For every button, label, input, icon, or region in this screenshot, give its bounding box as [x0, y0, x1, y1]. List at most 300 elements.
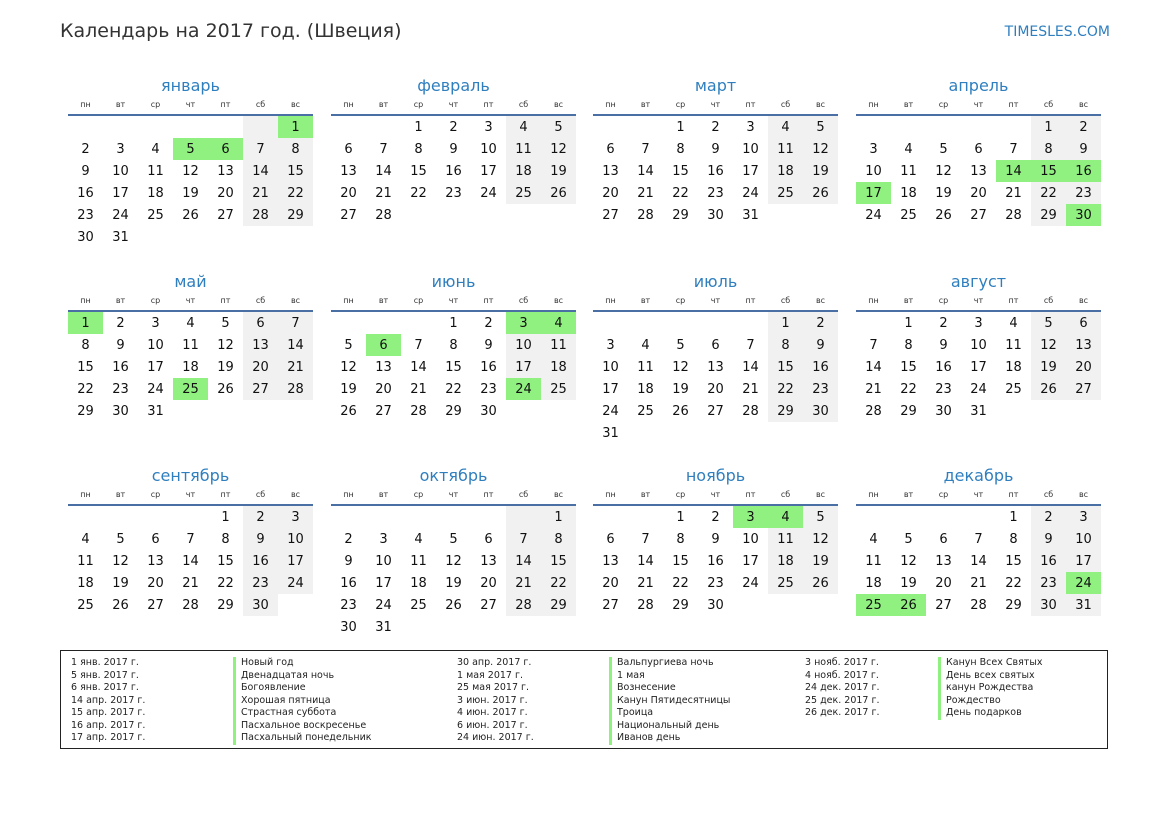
empty-cell	[803, 204, 838, 226]
weekday-label: пт	[745, 100, 756, 109]
month-name: август	[950, 272, 1007, 291]
day-cell: 21	[970, 575, 987, 591]
day-cell: 21	[1005, 185, 1022, 201]
weekday-label: пн	[80, 100, 91, 109]
month-block	[331, 73, 576, 226]
holiday-name: Троица	[609, 707, 730, 720]
holiday-day-cell: 14	[996, 160, 1031, 182]
weekday-label: чт	[710, 100, 721, 109]
weekday-label: вс	[553, 490, 564, 499]
empty-cell	[733, 594, 768, 616]
day-cell: 20	[1066, 356, 1101, 378]
day-cell: 11	[506, 138, 541, 160]
day-cell: 7	[746, 337, 755, 353]
day-cell: 29	[672, 597, 689, 613]
day-cell: 12	[803, 138, 838, 160]
holiday-date: 5 янв. 2017 г.	[71, 669, 139, 681]
day-cell: 10	[506, 334, 541, 356]
weekday-label: ср	[675, 100, 686, 109]
day-cell: 8	[221, 531, 230, 547]
day-cell: 10	[602, 359, 619, 375]
day-cell: 22	[217, 575, 234, 591]
day-cell: 31	[742, 207, 759, 223]
day-cell: 16	[707, 163, 724, 179]
day-cell: 16	[340, 575, 357, 591]
day-cell: 14	[243, 160, 278, 182]
empty-cell	[208, 400, 243, 422]
day-cell: 1	[676, 509, 685, 525]
empty-cell	[926, 116, 961, 138]
day-cell: 27	[480, 597, 497, 613]
day-cell: 21	[278, 356, 313, 378]
day-cell: 28	[278, 378, 313, 400]
day-cell: 28	[637, 207, 654, 223]
holiday-date: 3 нояб. 2017 г.	[805, 657, 879, 668]
day-cell: 9	[1031, 528, 1066, 550]
day-cell: 15	[77, 359, 94, 375]
weekday-label: вс	[553, 100, 564, 109]
day-cell: 6	[344, 141, 353, 157]
holiday-day-cell: 25	[173, 378, 208, 400]
weekday-label: пт	[483, 296, 494, 305]
day-cell: 22	[445, 381, 462, 397]
day-cell: 20	[602, 575, 619, 591]
day-cell: 1	[676, 119, 685, 135]
day-cell: 30	[480, 403, 497, 419]
month-name: июнь	[431, 272, 476, 291]
day-cell: 20	[480, 575, 497, 591]
weekday-label: вс	[553, 296, 564, 305]
holiday-date: 4 нояб. 2017 г.	[805, 669, 879, 681]
holiday-day-cell: 5	[173, 138, 208, 160]
days-grid	[856, 506, 1101, 616]
weekday-label: пн	[868, 490, 879, 499]
days-grid	[68, 312, 313, 422]
weekday-label: ср	[675, 490, 686, 499]
empty-cell	[331, 116, 366, 138]
day-cell: 10	[970, 337, 987, 353]
day-cell: 2	[344, 531, 353, 547]
weekday-label: сб	[518, 296, 529, 305]
weekday-label: вт	[903, 100, 914, 109]
weekday-label: вс	[290, 296, 301, 305]
empty-cell	[173, 226, 208, 248]
day-cell: 15	[1005, 553, 1022, 569]
day-cell: 24	[865, 207, 882, 223]
empty-cell	[768, 594, 803, 616]
month-name: апрель	[948, 76, 1009, 95]
empty-cell	[173, 116, 208, 138]
holiday-day-cell: 25	[856, 594, 891, 616]
weekday-label: чт	[448, 490, 459, 499]
holiday-name: Рождество	[938, 695, 1042, 708]
weekday-label: вт	[640, 490, 651, 499]
day-cell: 4	[186, 315, 195, 331]
day-cell: 18	[77, 575, 94, 591]
day-cell: 14	[865, 359, 882, 375]
month-name: февраль	[417, 76, 490, 95]
day-cell: 15	[217, 553, 234, 569]
day-cell: 2	[1031, 506, 1066, 528]
empty-cell	[768, 422, 803, 444]
day-cell: 7	[186, 531, 195, 547]
empty-cell	[68, 116, 103, 138]
day-cell: 12	[900, 553, 917, 569]
day-cell: 22	[900, 381, 917, 397]
day-cell: 30	[707, 597, 724, 613]
day-cell: 4	[81, 531, 90, 547]
holiday-date: 15 апр. 2017 г.	[71, 707, 146, 718]
day-cell: 8	[676, 531, 685, 547]
holiday-date: 1 мая 2017 г.	[457, 669, 523, 681]
day-cell: 19	[112, 575, 129, 591]
day-cell: 26	[803, 572, 838, 594]
month-block	[856, 463, 1101, 616]
day-cell: 10	[147, 337, 164, 353]
weekday-label: ср	[413, 100, 424, 109]
weekday-label: вт	[115, 490, 126, 499]
day-cell: 9	[449, 141, 458, 157]
day-cell: 6	[606, 531, 615, 547]
holiday-names-column	[938, 657, 1042, 720]
empty-cell	[103, 506, 138, 528]
empty-cell	[471, 204, 506, 226]
weekday-label: чт	[185, 296, 196, 305]
day-cell: 2	[81, 141, 90, 157]
holiday-names-column	[233, 657, 372, 745]
day-cell: 5	[676, 337, 685, 353]
month-block	[331, 463, 576, 638]
day-cell: 24	[742, 575, 759, 591]
weekday-header	[331, 294, 576, 312]
day-cell: 26	[112, 597, 129, 613]
weekday-label: пн	[605, 296, 616, 305]
day-cell: 5	[221, 315, 230, 331]
weekday-label: пн	[343, 296, 354, 305]
day-cell: 23	[112, 381, 129, 397]
day-cell: 19	[541, 160, 576, 182]
day-cell: 7	[278, 312, 313, 334]
day-cell: 21	[637, 185, 654, 201]
day-cell: 20	[147, 575, 164, 591]
empty-cell	[103, 116, 138, 138]
weekday-label: пн	[343, 100, 354, 109]
day-cell: 17	[602, 381, 619, 397]
weekday-header	[856, 488, 1101, 506]
day-cell: 22	[1031, 182, 1066, 204]
day-cell: 16	[1031, 550, 1066, 572]
day-cell: 27	[602, 597, 619, 613]
empty-cell	[663, 422, 698, 444]
weekday-label: ср	[150, 100, 161, 109]
day-cell: 8	[541, 528, 576, 550]
weekday-label: пн	[605, 100, 616, 109]
day-cell: 4	[414, 531, 423, 547]
holiday-name: Пасхальный понедельник	[233, 732, 372, 745]
day-cell: 18	[768, 160, 803, 182]
month-name: май	[174, 272, 207, 291]
day-cell: 11	[1005, 337, 1022, 353]
weekday-header	[68, 488, 313, 506]
day-cell: 11	[182, 337, 199, 353]
day-cell: 16	[803, 356, 838, 378]
day-cell: 13	[340, 163, 357, 179]
holiday-date: 26 дек. 2017 г.	[805, 707, 880, 718]
day-cell: 17	[278, 550, 313, 572]
day-cell: 17	[970, 359, 987, 375]
holiday-name: Новый год	[233, 657, 372, 670]
day-cell: 29	[217, 597, 234, 613]
month-name: декабрь	[943, 466, 1014, 485]
day-cell: 5	[803, 506, 838, 528]
weekday-label: сб	[780, 296, 791, 305]
day-cell: 15	[445, 359, 462, 375]
day-cell: 1	[449, 315, 458, 331]
empty-cell	[891, 116, 926, 138]
day-cell: 20	[375, 381, 392, 397]
holiday-date: 16 апр. 2017 г.	[71, 719, 146, 731]
day-cell: 17	[112, 185, 129, 201]
weekday-label: сб	[1043, 100, 1054, 109]
day-cell: 11	[541, 334, 576, 356]
day-cell: 3	[484, 119, 493, 135]
holiday-day-cell: 24	[1066, 572, 1101, 594]
holiday-date: 3 июн. 2017 г.	[457, 694, 528, 706]
day-cell: 14	[182, 553, 199, 569]
day-cell: 23	[935, 381, 952, 397]
day-cell: 24	[278, 572, 313, 594]
day-cell: 25	[410, 597, 427, 613]
day-cell: 12	[445, 553, 462, 569]
day-cell: 3	[869, 141, 878, 157]
empty-cell	[471, 616, 506, 638]
month-block	[593, 269, 838, 444]
weekday-label: пт	[220, 296, 231, 305]
day-cell: 22	[672, 575, 689, 591]
day-cell: 11	[768, 528, 803, 550]
holiday-date: 4 июн. 2017 г.	[457, 707, 528, 718]
empty-cell	[506, 204, 541, 226]
empty-cell	[366, 312, 401, 334]
day-cell: 9	[344, 553, 353, 569]
day-cell: 7	[974, 531, 983, 547]
day-cell: 4	[641, 337, 650, 353]
weekday-label: пн	[868, 296, 879, 305]
empty-cell	[768, 204, 803, 226]
day-cell: 1	[541, 506, 576, 528]
day-cell: 5	[541, 116, 576, 138]
holiday-day-cell: 15	[1031, 160, 1066, 182]
days-grid	[856, 116, 1101, 226]
weekday-label: вт	[903, 296, 914, 305]
weekday-label: ср	[938, 296, 949, 305]
empty-cell	[541, 616, 576, 638]
day-cell: 27	[375, 403, 392, 419]
day-cell: 12	[541, 138, 576, 160]
day-cell: 9	[243, 528, 278, 550]
day-cell: 25	[900, 207, 917, 223]
weekday-header	[331, 488, 576, 506]
day-cell: 9	[484, 337, 493, 353]
empty-cell	[733, 422, 768, 444]
day-cell: 5	[116, 531, 125, 547]
day-cell: 29	[1005, 597, 1022, 613]
day-cell: 8	[1009, 531, 1018, 547]
day-cell: 11	[77, 553, 94, 569]
day-cell: 5	[344, 337, 353, 353]
month-block	[331, 269, 576, 422]
weekday-header	[856, 98, 1101, 116]
day-cell: 6	[151, 531, 160, 547]
month-block	[593, 463, 838, 616]
day-cell: 2	[711, 119, 720, 135]
empty-cell	[436, 616, 471, 638]
day-cell: 9	[81, 163, 90, 179]
day-cell: 25	[77, 597, 94, 613]
holiday-date: 25 мая 2017 г.	[457, 682, 530, 693]
weekday-label: вт	[378, 100, 389, 109]
day-cell: 16	[77, 185, 94, 201]
weekday-label: вс	[815, 490, 826, 499]
empty-cell	[1066, 400, 1101, 422]
day-cell: 13	[375, 359, 392, 375]
day-cell: 30	[707, 207, 724, 223]
day-cell: 2	[711, 509, 720, 525]
holiday-date: 1 янв. 2017 г.	[71, 657, 139, 668]
day-cell: 14	[410, 359, 427, 375]
empty-cell	[278, 400, 313, 422]
holidays-list	[60, 650, 1108, 749]
day-cell: 19	[1031, 356, 1066, 378]
day-cell: 28	[410, 403, 427, 419]
day-cell: 16	[707, 553, 724, 569]
day-cell: 8	[81, 337, 90, 353]
empty-cell	[628, 422, 663, 444]
day-cell: 10	[1066, 528, 1101, 550]
day-cell: 31	[112, 229, 129, 245]
day-cell: 17	[147, 359, 164, 375]
day-cell: 28	[970, 597, 987, 613]
day-cell: 3	[1066, 506, 1101, 528]
holiday-name: Вальпургиева ночь	[609, 657, 730, 670]
weekday-label: пт	[1008, 100, 1019, 109]
day-cell: 12	[182, 163, 199, 179]
day-cell: 12	[340, 359, 357, 375]
day-cell: 17	[480, 163, 497, 179]
holiday-name: Иванов день	[609, 732, 730, 745]
weekday-label: пн	[80, 296, 91, 305]
weekday-label: чт	[185, 100, 196, 109]
day-cell: 28	[742, 403, 759, 419]
day-cell: 28	[506, 594, 541, 616]
holiday-name: Страстная суббота	[233, 707, 372, 720]
empty-cell	[506, 506, 541, 528]
holiday-dates-column	[457, 657, 534, 745]
day-cell: 13	[243, 334, 278, 356]
empty-cell	[961, 116, 996, 138]
day-cell: 29	[445, 403, 462, 419]
day-cell: 11	[900, 163, 917, 179]
day-cell: 8	[676, 141, 685, 157]
day-cell: 24	[147, 381, 164, 397]
day-cell: 18	[637, 381, 654, 397]
empty-cell	[593, 506, 628, 528]
day-cell: 22	[541, 572, 576, 594]
weekday-label: вс	[1078, 100, 1089, 109]
day-cell: 4	[904, 141, 913, 157]
day-cell: 29	[672, 207, 689, 223]
empty-cell	[138, 226, 173, 248]
day-cell: 24	[480, 185, 497, 201]
site-link[interactable]: TIMESLES.COM	[1004, 24, 1110, 40]
weekday-label: вс	[815, 296, 826, 305]
day-cell: 6	[606, 141, 615, 157]
empty-cell	[366, 506, 401, 528]
day-cell: 17	[506, 356, 541, 378]
holiday-date: 24 июн. 2017 г.	[457, 732, 534, 743]
day-cell: 12	[803, 528, 838, 550]
day-cell: 28	[243, 204, 278, 226]
holiday-name: канун Рождества	[938, 682, 1042, 695]
day-cell: 1	[414, 119, 423, 135]
day-cell: 9	[116, 337, 125, 353]
empty-cell	[733, 312, 768, 334]
empty-cell	[856, 506, 891, 528]
day-cell: 2	[803, 312, 838, 334]
days-grid	[68, 506, 313, 616]
empty-cell	[961, 506, 996, 528]
day-cell: 28	[182, 597, 199, 613]
days-grid	[593, 116, 838, 226]
empty-cell	[628, 312, 663, 334]
day-cell: 1	[904, 315, 913, 331]
day-cell: 10	[742, 531, 759, 547]
day-cell: 8	[904, 337, 913, 353]
month-name: январь	[161, 76, 220, 95]
empty-cell	[996, 400, 1031, 422]
day-cell: 19	[340, 381, 357, 397]
day-cell: 26	[340, 403, 357, 419]
day-cell: 6	[974, 141, 983, 157]
day-cell: 26	[445, 597, 462, 613]
empty-cell	[541, 204, 576, 226]
weekday-label: вс	[1078, 296, 1089, 305]
empty-cell	[471, 506, 506, 528]
empty-cell	[208, 116, 243, 138]
empty-cell	[506, 616, 541, 638]
day-cell: 27	[147, 597, 164, 613]
weekday-label: сб	[518, 490, 529, 499]
day-cell: 9	[803, 334, 838, 356]
day-cell: 7	[414, 337, 423, 353]
day-cell: 6	[243, 312, 278, 334]
empty-cell	[366, 116, 401, 138]
day-cell: 30	[1031, 594, 1066, 616]
day-cell: 7	[379, 141, 388, 157]
day-cell: 26	[217, 381, 234, 397]
weekday-label: чт	[185, 490, 196, 499]
day-cell: 22	[77, 381, 94, 397]
weekday-label: сб	[255, 490, 266, 499]
days-grid	[593, 506, 838, 616]
weekday-label: пт	[745, 296, 756, 305]
month-name: июль	[693, 272, 738, 291]
weekday-label: ср	[938, 100, 949, 109]
day-cell: 23	[480, 381, 497, 397]
day-cell: 13	[602, 163, 619, 179]
day-cell: 25	[1005, 381, 1022, 397]
day-cell: 18	[900, 185, 917, 201]
